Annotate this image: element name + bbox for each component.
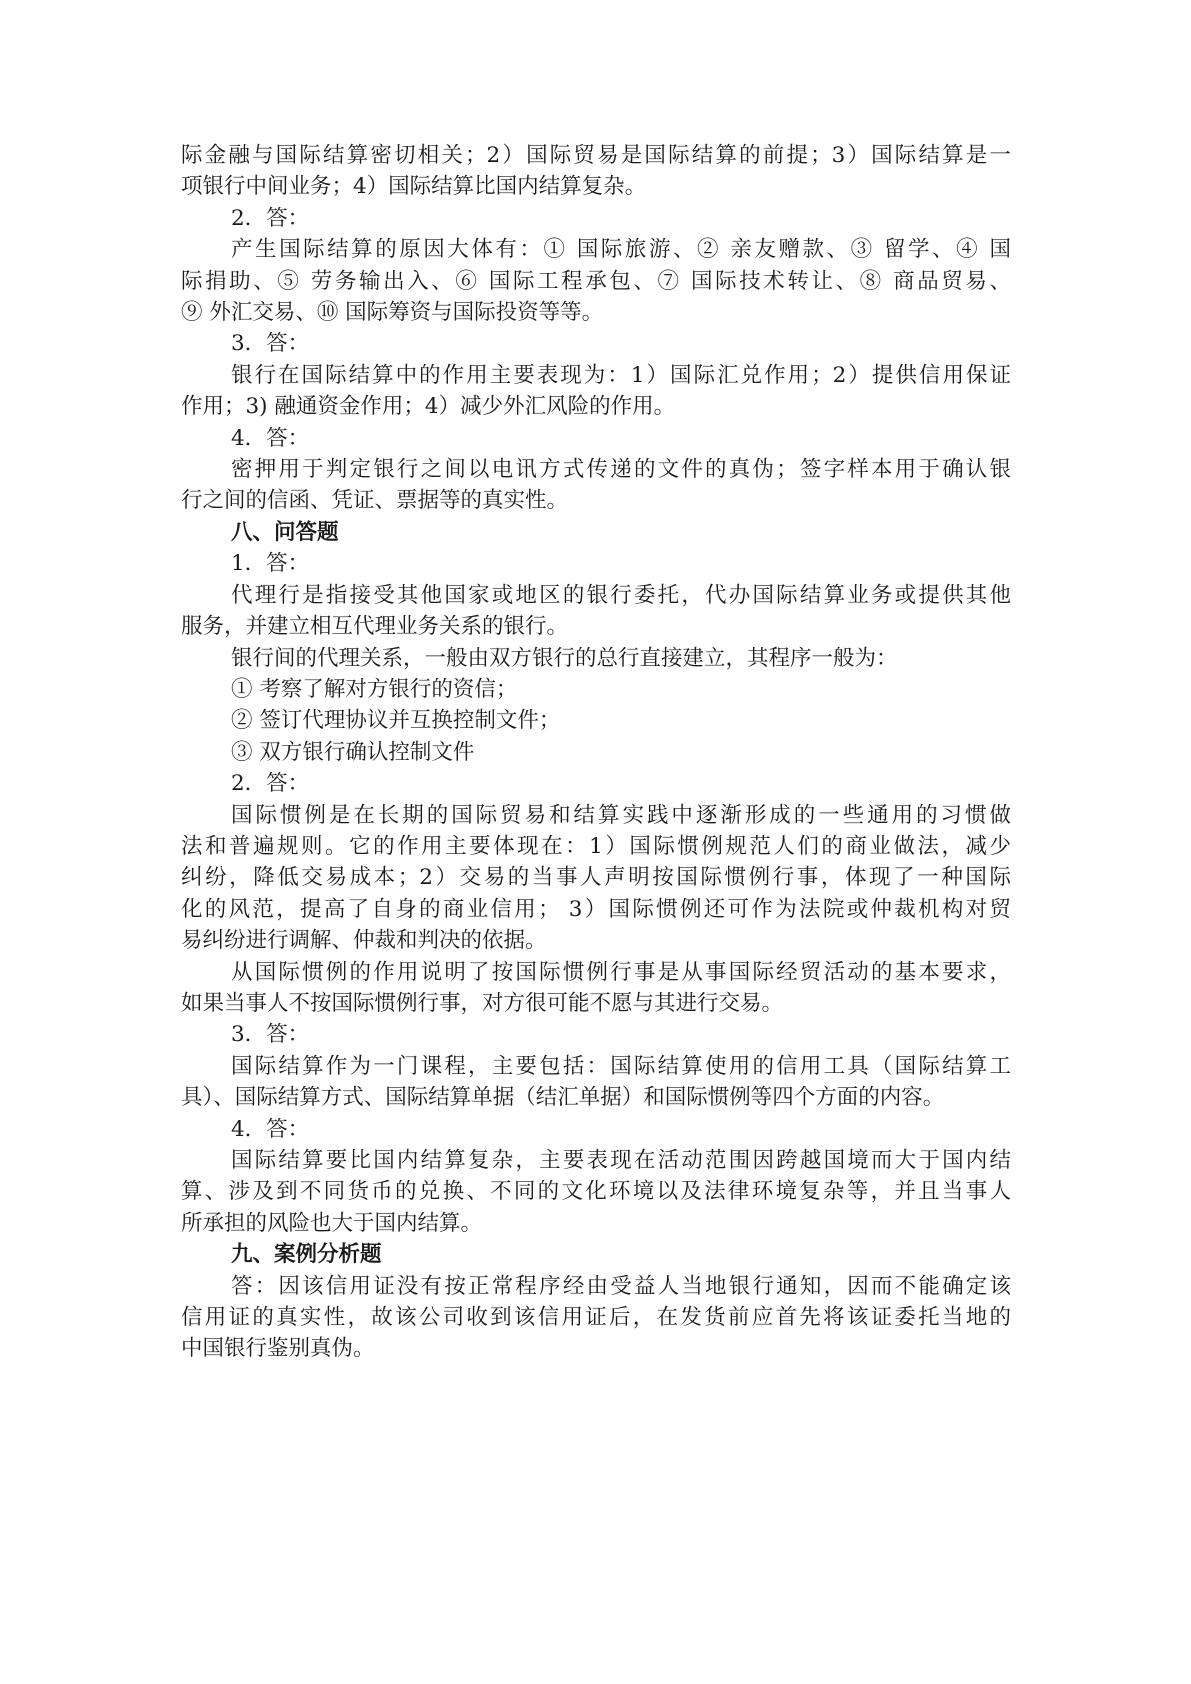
- text-line: 银行在国际结算中的作用主要表现为：1）国际汇兑作用；2）提供信用保证: [231, 362, 1011, 388]
- paragraph: [181, 705, 1011, 736]
- text-line: 算、涉及到不同货币的兑换、不同的文化环境以及法律环境复杂等，并且当事人: [181, 1179, 1011, 1205]
- text-line: 国际惯例是在长期的国际贸易和结算实践中逐渐形成的一些通用的习惯做: [231, 802, 1011, 828]
- paragraph: [181, 1271, 1011, 1365]
- text-line: 中国银行鉴别真伪。: [181, 1336, 375, 1362]
- section-heading: 八、问答题: [231, 519, 339, 545]
- text-line: 答：因该信用证没有按正常程序经由受益人当地银行通知，因而不能确定该: [231, 1273, 1011, 1299]
- answer-number: 4．答：: [231, 425, 310, 451]
- text-line: ③ 双方银行确认控制文件: [231, 739, 475, 765]
- text-line: 行之间的信函、凭证、票据等的真实性。: [181, 488, 569, 514]
- paragraph: [181, 674, 1011, 705]
- answer-number: 3．答：: [231, 1022, 310, 1048]
- paragraph: [181, 957, 1011, 1020]
- text-line: 际捐助、⑤ 劳务输出入、⑥ 国际工程承包、⑦ 国际技术转让、⑧ 商品贸易、: [181, 268, 1011, 294]
- text-line: 所承担的风险也大于国内结算。: [181, 1210, 483, 1236]
- text-line: 如果当事人不按国际惯例行事，对方很可能不愿与其进行交易。: [181, 990, 784, 1016]
- paragraph: [181, 1145, 1011, 1239]
- answer-number: 4．答：: [231, 1116, 310, 1142]
- paragraph: [181, 140, 1011, 203]
- answer-number: 1．答：: [231, 551, 310, 577]
- paragraph: [181, 643, 1011, 674]
- paragraph: [181, 800, 1011, 957]
- text-line: 从国际惯例的作用说明了按国际惯例行事是从事国际经贸活动的基本要求，: [231, 959, 1011, 985]
- text-line: 际金融与国际结算密切相关；2）国际贸易是国际结算的前提；3）国际结算是一: [181, 143, 1011, 168]
- answer-number: 3．答：: [231, 331, 310, 357]
- text-line: 服务，并建立相互代理业务关系的银行。: [181, 614, 569, 640]
- text-line: ① 考察了解对方银行的资信；: [231, 676, 518, 702]
- text-line: 国际结算要比国内结算复杂，主要表现在活动范围因跨越国境而大于国内结: [231, 1148, 1011, 1173]
- paragraph: [181, 360, 1011, 423]
- text-line: 化的风范，提高了自身的商业信用； 3）国际惯例还可作为法院或仲裁机构对贸: [181, 896, 1011, 922]
- text-line: 代理行是指接受其他国家或地区的银行委托，代办国际结算业务或提供其他: [231, 582, 1011, 608]
- answer-number: 2．答：: [231, 771, 310, 797]
- text-line: 国际结算作为一门课程，主要包括：国际结算使用的信用工具（国际结算工: [231, 1053, 1011, 1079]
- answer-number: 2．答：: [231, 205, 310, 231]
- text-line: 项银行中间业务；4）国际结算比国内结算复杂。: [181, 174, 647, 200]
- text-line: 产生国际结算的原因大体有：① 国际旅游、② 亲友赠款、③ 留学、④ 国: [231, 237, 1011, 263]
- text-line: 具）、国际结算方式、国际结算单据（结汇单据）和国际惯例等四个方面的内容。: [181, 1085, 945, 1111]
- text-line: 易纠纷进行调解、仲裁和判决的依据。: [181, 928, 547, 954]
- paragraph: [181, 454, 1011, 517]
- text-line: ② 签订代理协议并互换控制文件；: [231, 708, 561, 734]
- section-heading: 九、案例分析题: [231, 1242, 382, 1268]
- paragraph: [181, 737, 1011, 768]
- text-line: 作用；3) 融通资金作用；4）减少外汇风险的作用。: [181, 394, 676, 420]
- text-line: 纠纷，降低交易成本；2）交易的当事人声明按国际惯例行事，体现了一种国际: [181, 865, 1011, 891]
- text-line: 密押用于判定银行之间以电讯方式传递的文件的真伪；签字样本用于确认银: [231, 457, 1011, 483]
- document-page: [181, 140, 1011, 1365]
- paragraph: [181, 580, 1011, 643]
- text-line: 法和普遍规则。它的作用主要体现在：1）国际惯例规范人们的商业做法，减少: [181, 833, 1011, 859]
- paragraph: [181, 234, 1011, 328]
- text-line: 银行间的代理关系，一般由双方银行的总行直接建立，其程序一般为：: [231, 645, 898, 671]
- paragraph: [181, 1051, 1011, 1114]
- text-line: 信用证的真实性，故该公司收到该信用证后，在发货前应首先将该证委托当地的: [181, 1305, 1011, 1331]
- text-line: ⑨ 外汇交易、⑩ 国际筹资与国际投资等等。: [181, 300, 604, 326]
